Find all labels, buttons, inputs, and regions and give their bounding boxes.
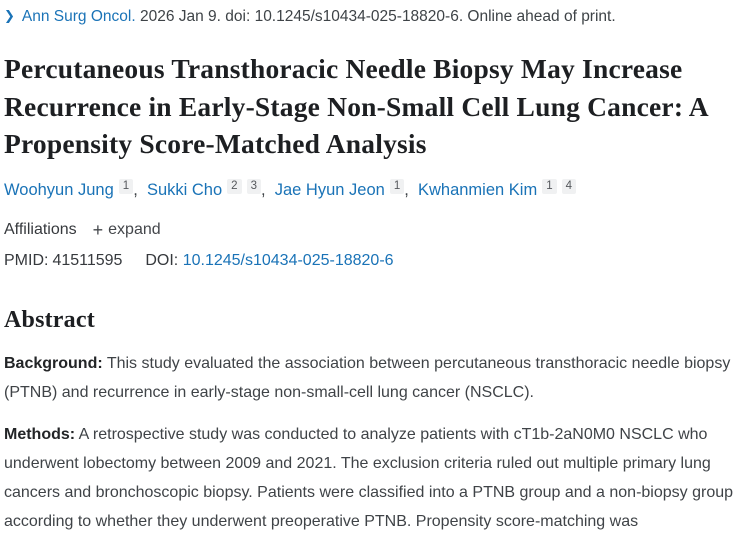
abstract-paragraph: Methods: A retrospective study was conducted to analyze patients with cT1b-2aN0M0 NSCLC who underwent lobectomy between 2009 and 2021. The exclusion criteria ruled out multiple primary lung cancers and bronchoscopic biopsy. Patients were classified into a PTNB group and a non-biopsy group according to whether they underwent preoperative PTNB. Propensity score-matching was: [4, 425, 734, 530]
article-title: Percutaneous Transthoracic Needle Biopsy May Increase Recurrence in Early-Stage Non-Small Cell Lung Cancer: A Propensity Score-Matched Analysis: [4, 53, 708, 159]
author-affiliation-number: 1: [119, 179, 133, 194]
author-separator: ,: [404, 180, 418, 199]
author-link[interactable]: Jae Hyun Jeon: [274, 180, 385, 199]
author-link[interactable]: Kwhanmien Kim: [417, 180, 538, 199]
abstract-heading: Abstract: [4, 306, 95, 333]
abstract-section-label: Methods:: [4, 425, 76, 443]
citation-details: 2026 Jan 9. doi: 10.1245/s10434-025-18820-6. Online ahead of print.: [139, 8, 616, 25]
author-affiliation-number: 4: [562, 179, 576, 194]
author-affiliation-number: 3: [247, 179, 261, 194]
abstract-body: [4, 349, 740, 536]
doi-link[interactable]: 10.1245/s10434-025-18820-6: [182, 251, 394, 269]
expand-affiliations-button[interactable]: [93, 221, 161, 239]
affiliations-label: Affiliations: [4, 220, 77, 238]
plus-icon: +: [92, 219, 104, 240]
author-affiliation-number: 1: [542, 179, 556, 194]
author-affiliation-number: 2: [227, 179, 241, 194]
authors-list: [4, 178, 740, 202]
journal-link[interactable]: Ann Surg Oncol.: [21, 8, 136, 25]
affiliations-row: [4, 218, 740, 242]
expand-label: expand: [108, 220, 161, 238]
identifiers-row: [4, 249, 740, 273]
journal-citation: [4, 6, 740, 28]
doi-label: DOI:: [145, 251, 179, 269]
author-separator: ,: [133, 180, 147, 199]
author-link[interactable]: Sukki Cho: [146, 180, 223, 199]
pmid-label: PMID:: [4, 251, 49, 269]
author-affiliation-number: 1: [390, 179, 404, 194]
pmid-value: 41511595: [52, 251, 123, 269]
chevron-right-icon: ❯: [4, 8, 15, 23]
author-link[interactable]: Woohyun Jung: [4, 180, 114, 199]
abstract-paragraph: Background: This study evaluated the association between percutaneous transthoracic needle biopsy (PTNB) and recurrence in early-stage non-small-cell lung cancer (NSCLC).: [4, 354, 731, 401]
author-separator: ,: [260, 180, 275, 199]
abstract-section-label: Background:: [4, 354, 103, 372]
